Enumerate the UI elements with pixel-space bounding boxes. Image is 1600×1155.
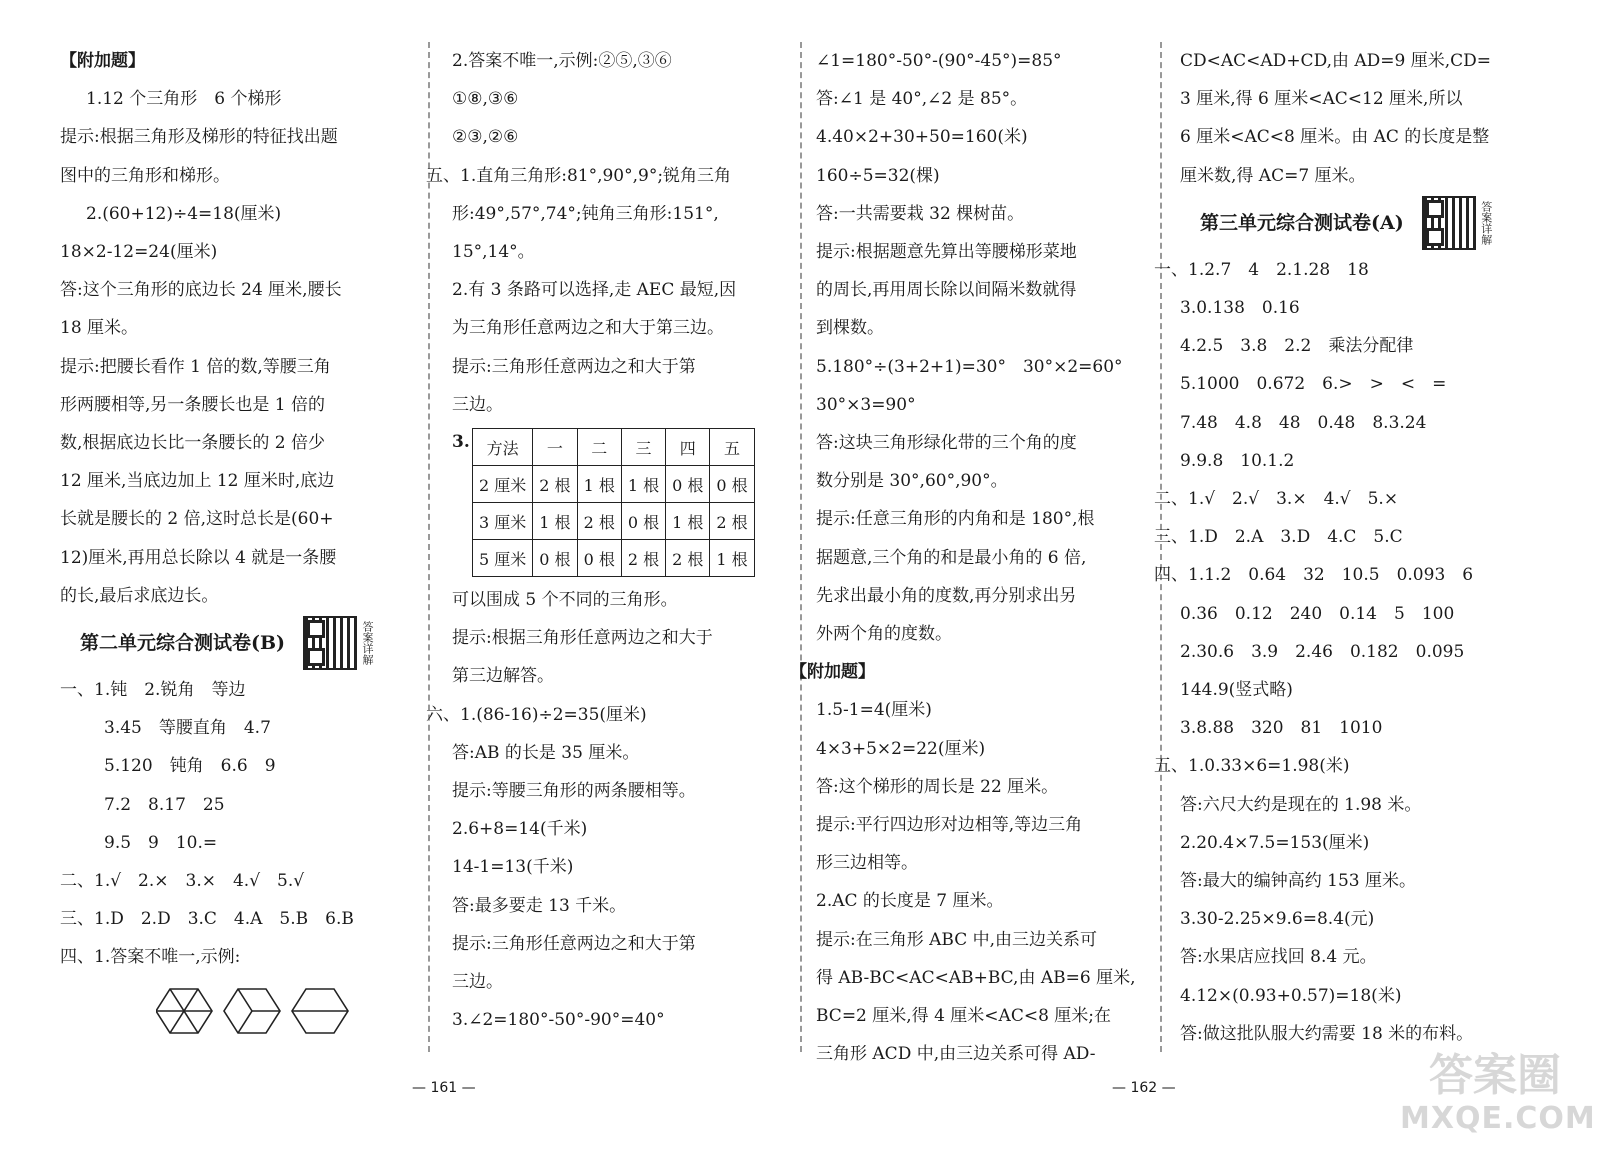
hint-line: 12)厘米,再用总长除以 4 就是一条腰 [60,547,337,568]
table-header-cell: 二 [577,429,621,466]
table-cell: 2 根 [710,503,754,540]
answer-line: 答:做这批队服大约需要 18 米的布料。 [1180,1023,1474,1044]
table-cell: 0 根 [621,503,665,540]
answer-line: 1.5-1=4(厘米) [816,700,932,721]
answer-line: 为三角形任意两边之和大于第三边。 [452,318,724,339]
table-row [473,540,755,577]
table-cell: 0 根 [710,466,754,503]
hint-line: 形三边相等。 [816,853,918,874]
answer-line: 18×2-12=24(厘米) [60,242,218,263]
answer-line: 4.2.5 3.8 2.2 乘法分配律 [1180,336,1414,357]
answer-line: 答:这个梯形的周长是 22 厘米。 [816,776,1059,797]
answer-line: 3.30-2.25×9.6=8.4(元) [1180,909,1375,930]
answer-line: 9.5 9 10.= [104,832,218,853]
table-number: 3. [452,432,470,453]
hint-line: 提示:根据三角形及梯形的特征找出题 [60,127,338,148]
answer-line: 二、1.√ 2.× 3.× 4.√ 5.√ [60,871,305,892]
answer-line: 9.9.8 10.1.2 [1180,450,1295,471]
answer-line: 2.(60+12)÷4=18(厘米) [86,203,282,224]
answer-line: 5.180°÷(3+2+1)=30° 30°×2=60° [816,356,1123,377]
qr-code-icon [1422,196,1476,250]
hint-line: 外两个角的度数。 [816,624,952,645]
hint-line: 提示:把腰长看作 1 倍的数,等腰三角 [60,356,331,377]
hint-line: 图中的三角形和梯形。 [60,165,230,186]
page-number-right: — 162 — [1112,1080,1176,1096]
qr-caption: 答案详解 [361,621,375,666]
answer-line: 六、1.(86-16)÷2=35(厘米) [426,704,647,725]
table-cell: 5 厘米 [473,540,533,577]
table-cell: 0 根 [666,466,710,503]
table-cell: 1 根 [710,540,754,577]
watermark-text: 答案圈 [1429,1050,1561,1101]
hint-line: 提示:三角形任意两边之和大于第 [452,356,696,377]
answer-line: 144.9(竖式略) [1180,680,1293,701]
table-header-cell: 五 [710,429,754,466]
answer-line: 2.AC 的长度是 7 厘米。 [816,891,1004,912]
qr-code-icon [303,616,357,670]
answer-line: 答:最大的编钟高约 153 厘米。 [1180,871,1416,892]
hint-line: 数,根据底边长比一条腰长的 2 倍少 [60,433,326,454]
table-cell: 2 根 [621,540,665,577]
answer-line: 3.8.88 320 81 1010 [1180,718,1383,739]
hint-line: 得 AB-BC<AC<AB+BC,由 AB=6 厘米, [816,967,1136,988]
answer-line: 五、1.0.33×6=1.98(米) [1154,756,1350,777]
answer-line: 答:AB 的长是 35 厘米。 [452,742,640,763]
hint-line: 提示:等腰三角形的两条腰相等。 [452,781,696,802]
method-table [472,428,755,577]
answer-line: 答:这个三角形的底边长 24 厘米,腰长 [60,280,342,301]
answer-line: 30°×3=90° [816,394,916,415]
hint-line: 第三边解答。 [452,666,554,687]
answer-line: 四、1.1.2 0.64 32 10.5 0.093 6 [1154,565,1474,586]
qr-caption: 答案详解 [1479,200,1493,245]
hint-line: BC=2 厘米,得 4 厘米<AC<8 厘米;在 [816,1006,1112,1027]
table-cell: 0 根 [577,540,621,577]
table-cell: 1 根 [577,466,621,503]
hint-line: 提示:平行四边形对边相等,等边三角 [816,815,1083,836]
hint-line: 提示:任意三角形的内角和是 180°,根 [816,509,1095,530]
hint-line: 三边。 [452,394,503,415]
answer-line: 4.12×(0.93+0.57)=18(米) [1180,985,1402,1006]
answer-line: 五、1.直角三角形:81°,90°,9°;锐角三角 [426,165,732,186]
column-2 [426,42,792,1039]
page-number-left: — 161 — [412,1080,476,1096]
table-cell: 2 厘米 [473,466,533,503]
hint-line: 长就是腰长的 2 倍,这时总长是(60+ [60,509,334,530]
answer-line: 0.36 0.12 240 0.14 5 100 [1180,603,1455,624]
answer-line: 答:一共需要栽 32 棵树苗。 [816,203,1025,224]
answer-line: 4×3+5×2=22(厘米) [816,738,986,759]
hexagon-diagram [156,987,356,1035]
section-title-text: 第二单元综合测试卷(B) [80,632,286,655]
answer-line: 形:49°,57°,74°;钝角三角形:151°, [452,203,719,224]
answer-line: 答:∠1 是 40°,∠2 是 85°。 [816,89,1028,110]
hint-line: 的周长,再用周长除以间隔米数就得 [816,280,1077,301]
method-table-block [452,428,792,577]
column-1 [60,42,412,1057]
answer-line: 5.1000 0.672 6.> > < = [1180,374,1447,395]
section-title [60,615,412,671]
answer-line: 2.30.6 3.9 2.46 0.182 0.095 [1180,641,1465,662]
answer-line: 4.40×2+30+50=160(米) [816,127,1028,148]
hexagon-figures [60,977,412,1057]
watermark-url: MXQE.COM [1400,1101,1596,1136]
answer-line: 答:六尺大约是现在的 1.98 米。 [1180,794,1422,815]
answer-line: 三、1.D 2.A 3.D 4.C 5.C [1154,527,1403,548]
table-cell: 1 根 [666,503,710,540]
answer-line: 5.120 钝角 6.6 9 [104,756,276,777]
table-header-cell: 四 [666,429,710,466]
answer-line: 2.答案不唯一,示例:②⑤,③⑥ [452,51,672,71]
answer-line: 14-1=13(千米) [452,857,574,878]
answer-line: 2.20.4×7.5=153(厘米) [1180,832,1370,853]
table-cell: 2 根 [577,503,621,540]
answer-line: 3.∠2=180°-50°-90°=40° [452,1010,665,1031]
answer-line: 三、1.D 2.D 3.C 4.A 5.B 6.B [60,909,354,930]
answer-line: 7.2 8.17 25 [104,794,225,815]
answer-line: 3.0.138 0.16 [1180,298,1300,319]
table-row [473,429,755,466]
section-header-bonus: 【附加题】 [60,51,145,71]
answer-line: 四、1.答案不唯一,示例: [60,947,241,968]
column-4 [1154,42,1520,1053]
answer-line: 160÷5=32(棵) [816,165,940,186]
hint-line: 提示:根据三角形任意两边之和大于 [452,628,713,649]
answer-line: 一、1.2.7 4 2.1.28 18 [1154,259,1369,280]
column-3 [790,42,1160,1073]
answer-line: 答:水果店应找回 8.4 元。 [1180,947,1377,968]
answer-line: ∠1=180°-50°-(90°-45°)=85° [816,51,1062,71]
section-header-bonus: 【附加题】 [790,662,875,683]
watermark-logo [1400,1050,1596,1136]
hint-line: CD<AC<AD+CD,由 AD=9 厘米,CD= [1180,51,1492,71]
table-header-cell: 三 [621,429,665,466]
hint-line: 提示:三角形任意两边之和大于第 [452,933,696,954]
table-row [473,466,755,503]
section-title [1180,195,1520,251]
table-cell: 0 根 [533,540,577,577]
answer-line: 1.12 个三角形 6 个梯形 [86,89,282,110]
answer-line: 7.48 4.8 48 0.48 8.3.24 [1180,412,1427,433]
hint-line: 提示:在三角形 ABC 中,由三边关系可 [816,929,1098,950]
answer-line: ②③,②⑥ [452,127,519,148]
section-title-text: 第三单元综合测试卷(A) [1200,211,1404,234]
hint-line: 先求出最小角的度数,再分别求出另 [816,585,1077,606]
answer-line: 数分别是 30°,60°,90°。 [816,471,1008,492]
hint-line: 三角形 ACD 中,由三边关系可得 AD- [816,1044,1096,1065]
answer-line: 2.6+8=14(千米) [452,819,588,840]
answer-line: 18 厘米。 [60,318,139,339]
answer-line: 15°,14°。 [452,242,535,263]
table-cell: 3 厘米 [473,503,533,540]
column-divider [800,42,802,1052]
hint-line: 12 厘米,当底边加上 12 厘米时,底边 [60,471,335,492]
answer-line: 答:这块三角形绿化带的三个角的度 [816,433,1077,454]
answer-line: 一、1.钝 2.锐角 等边 [60,680,246,701]
table-cell: 1 根 [533,503,577,540]
hint-line: 3 厘米,得 6 厘米<AC<12 厘米,所以 [1180,89,1463,110]
hint-line: 提示:根据题意先算出等腰梯形菜地 [816,242,1077,263]
answer-line: 二、1.√ 2.√ 3.× 4.√ 5.× [1154,489,1399,510]
table-header-cell: 方法 [473,429,533,466]
hint-line: 形两腰相等,另一条腰长也是 1 倍的 [60,394,326,415]
answer-line: 2.有 3 条路可以选择,走 AEC 最短,因 [452,280,737,301]
hint-line: 三边。 [452,972,503,993]
table-row [473,503,755,540]
hint-line: 6 厘米<AC<8 厘米。由 AC 的长度是整 [1180,127,1490,148]
hint-line: 到棵数。 [816,318,884,339]
answer-line: 答:最多要走 13 千米。 [452,895,627,916]
answer-line: ①⑧,③⑥ [452,89,519,110]
hint-line: 厘米数,得 AC=7 厘米。 [1180,165,1366,186]
table-header-cell: 一 [533,429,577,466]
table-cell: 1 根 [621,466,665,503]
hint-line: 据题意,三个角的和是最小角的 6 倍, [816,547,1087,568]
table-cell: 2 根 [666,540,710,577]
answer-line: 3.45 等腰直角 4.7 [104,718,271,739]
table-cell: 2 根 [533,466,577,503]
answer-line: 可以围成 5 个不同的三角形。 [452,590,678,611]
hint-line: 的长,最后求底边长。 [60,585,219,606]
